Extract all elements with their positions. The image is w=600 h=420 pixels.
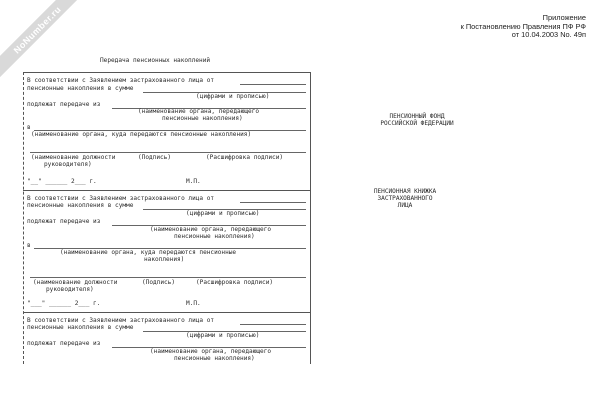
section-divider-1: [23, 190, 310, 191]
signer-position-hint: (наименование должности: [33, 279, 118, 286]
amount-hint: (цифрами и прописью): [196, 93, 270, 100]
to-hint-2: накопления): [144, 256, 185, 263]
from-hint-2: пенсионные накопления): [174, 355, 255, 362]
appendix-header: [461, 14, 586, 40]
statement-text: В соответствии с Заявлением застрахованного лица от: [27, 77, 215, 84]
transfer-from-label: подлежат передаче из: [27, 218, 101, 225]
from-hint-1: (наименование органа, передающего: [150, 348, 272, 355]
transfer-from-label: подлежат передаче из: [27, 340, 101, 347]
statement-date-line: [240, 202, 306, 203]
from-hint-1: (наименование органа, передающего: [150, 226, 272, 233]
pension-book-line-1: ПЕНСИОННАЯ КНИЖКА: [373, 188, 437, 195]
pension-fund-line-2: РОССИЙСКОЙ ФЕДЕРАЦИИ: [380, 120, 454, 127]
appendix-line-2: к Постановлению Правления ПФ РФ: [460, 21, 586, 31]
signer-position-hint: (наименование должности: [31, 154, 116, 161]
date-line: "___" ______ 2___ г.: [27, 300, 101, 307]
watermark-text: NoNumber.ru: [11, 3, 63, 56]
to-label: в: [27, 124, 31, 131]
from-hint-2: пенсионные накопления): [162, 115, 243, 122]
amount-label: пенсионные накопления в сумме: [27, 202, 134, 209]
signature-decoding-hint: (Расшифровка подписи): [206, 154, 284, 161]
frame-left-border: [23, 72, 24, 364]
pension-book-title: [340, 188, 470, 209]
signature-hint: (Подпись): [142, 279, 176, 286]
pension-book-line-3: ЛИЦА: [397, 202, 413, 209]
amount-hint: (цифрами и прописью): [186, 210, 260, 217]
to-hint: (наименование органа, куда передаются пенсионные: [60, 249, 237, 256]
pension-book-line-2: ЗАСТРАХОВАННОГО: [377, 195, 433, 202]
signature-fill-line: [30, 152, 306, 153]
signer-position-hint-2: руководителя): [46, 286, 94, 293]
form-title: Передача пенсионных накоплений: [100, 57, 211, 64]
statement-date-line: [240, 324, 306, 325]
from-hint-2: пенсионные накопления): [174, 233, 255, 240]
from-hint-1: (наименование органа, передающего: [138, 108, 260, 115]
pension-fund-title: [352, 113, 482, 127]
stamp-label: М.П.: [186, 178, 201, 185]
signer-position-hint-2: руководителя): [44, 161, 92, 168]
signature-fill-line: [30, 277, 306, 278]
date-line: "__" ______ 2___ г.: [27, 178, 97, 185]
frame-top-border: [23, 72, 310, 73]
statement-text: В соответствии с Заявлением застрахованного лица от: [27, 317, 215, 324]
to-label: в: [27, 242, 31, 249]
stamp-label: М.П.: [186, 300, 201, 307]
amount-label: пенсионные накопления в сумме: [27, 85, 134, 92]
transfer-from-label: подлежат передаче из: [27, 101, 101, 108]
pension-fund-line-1: ПЕНСИОННЫЙ ФОНД: [389, 113, 445, 120]
frame-right-border: [310, 72, 311, 364]
to-hint: (наименование органа, куда передаются пенсионные накопления): [31, 131, 252, 138]
appendix-line-1: Приложение: [542, 13, 586, 22]
appendix-line-3: от 10.04.2003 No. 49п: [511, 30, 586, 40]
watermark-ribbon: [0, 0, 88, 81]
statement-date-line: [240, 84, 306, 85]
amount-hint: (цифрами и прописью): [186, 332, 260, 339]
section-divider-2: [23, 312, 310, 313]
signature-decoding-hint: (Расшифровка подписи): [196, 279, 274, 286]
statement-text: В соответствии с Заявлением застрахованного лица от: [27, 195, 215, 202]
amount-label: пенсионные накопления в сумме: [27, 324, 134, 331]
signature-hint: (Подпись): [138, 154, 172, 161]
